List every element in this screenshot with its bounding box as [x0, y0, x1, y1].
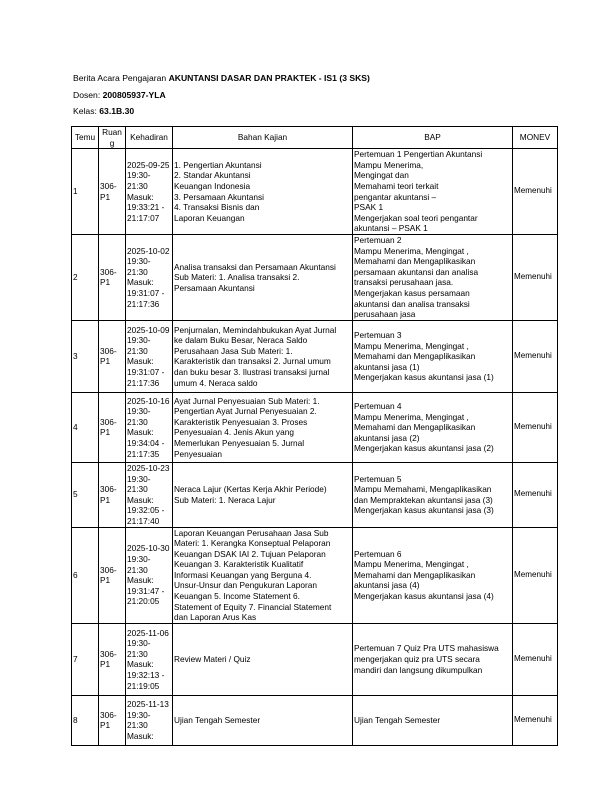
cell-bap-line: Mengerjakan kasus akuntansi jasa (2) [354, 443, 494, 454]
col-header-bap: BAP [353, 127, 513, 149]
cell-bahan-kajian-line: Persamaan Akuntansi [174, 282, 255, 293]
table-row [72, 695, 558, 745]
cell-bap-line: dan Mempraktekan akuntansi jasa (3) [354, 494, 493, 505]
cell-bap-line: Pertemuan 1 Pengertian Akuntansi [354, 149, 483, 160]
cell-kehadiran-line: 19:33:21 - [127, 202, 165, 213]
cell-kehadiran-line: 21:17:36 [127, 298, 160, 309]
cell-bahan-kajian-line: Penjurnalan, Memindahbukukan Ayat Jurnal [174, 324, 337, 335]
cell-monev: Memenuhi [513, 149, 558, 235]
cell-bahan-kajian-line: Karakteristik Penyesuaian 3. Proses [174, 416, 308, 427]
cell-ruang: 306-P1 [99, 392, 126, 462]
cell-kehadiran-line: 21:17:07 [127, 212, 160, 223]
cell-monev: Memenuhi [513, 623, 558, 695]
cell-bap [353, 149, 513, 235]
cell-bahan-kajian [173, 392, 353, 462]
cell-kehadiran-line: 19:30- [127, 709, 151, 720]
cell-bahan-kajian-line: Sub Materi: 1. Analisa transaksi 2. [174, 272, 300, 283]
table-head [72, 127, 558, 149]
cell-bap [353, 234, 513, 320]
cell-ruang: 306-P1 [99, 149, 126, 235]
cell-monev: Memenuhi [513, 462, 558, 527]
cell-kehadiran-line: 19:30- [127, 406, 151, 417]
cell-ruang: 306-P1 [99, 462, 126, 527]
cell-bahan-kajian [173, 695, 353, 745]
cell-kehadiran-line: 21:17:40 [127, 515, 160, 526]
cell-bahan-kajian-line: ke dalam Buku Besar, Neraca Saldo [174, 335, 308, 346]
cell-kehadiran-line: 21:17:36 [127, 377, 160, 388]
col-header-ruang: Ruang [99, 127, 126, 149]
cell-temu: 2 [72, 234, 99, 320]
cell-bahan-kajian-line: 1. Pengertian Akuntansi [174, 159, 262, 170]
cell-bap-line: akuntansi – PSAK 1 [354, 223, 428, 234]
cell-bahan-kajian-line: dan Laporan Arus Kas [174, 612, 257, 623]
cell-monev: Memenuhi [513, 695, 558, 745]
cell-bap [353, 392, 513, 462]
cell-bahan-kajian [173, 234, 353, 320]
cell-temu: 1 [72, 149, 99, 235]
cell-monev: Memenuhi [513, 392, 558, 462]
cell-bahan-kajian-line: 3. Persamaan Akuntansi [174, 191, 264, 202]
table-row [72, 234, 558, 320]
table-row [72, 149, 558, 235]
cell-kehadiran-line: 2025-09-25 [127, 159, 170, 170]
cell-kehadiran-line: Masuk: [127, 277, 154, 288]
cell-bahan-kajian-line: Analisa transaksi dan Persamaan Akuntansi [174, 261, 336, 272]
cell-kehadiran-line: 21:30 [127, 564, 148, 575]
cell-bap [353, 695, 513, 745]
cell-kehadiran [126, 320, 173, 392]
cell-kehadiran-line: Masuk: [127, 356, 154, 367]
cell-kehadiran [126, 462, 173, 527]
col-header-bahan-kajian: Bahan Kajian [173, 127, 353, 149]
cell-kehadiran-line: 19:30- [127, 170, 151, 181]
cell-temu: 3 [72, 320, 99, 392]
cell-bahan-kajian-line: Review Materi / Quiz [174, 654, 251, 665]
cell-bap-line: Mengerjakan soal teori pengantar [354, 212, 478, 223]
cell-bap-line: Pertemuan 7 Quiz Pra UTS mahasiswa [354, 643, 499, 654]
cell-bahan-kajian-line: Memerlukan Penyesuaian 5. Jurnal [174, 438, 305, 449]
cell-bap-line: Pertemuan 5 [354, 473, 402, 484]
table-row [72, 623, 558, 695]
header-row [72, 127, 558, 149]
cell-bap [353, 320, 513, 392]
cell-kehadiran-line: Masuk: [127, 659, 154, 670]
cell-bahan-kajian-line: Karakteristik dan transaksi 2. Jurnal umum [174, 356, 331, 367]
cell-bahan-kajian-line: Laporan Keuangan Perusahaan Jasa Sub [174, 527, 329, 538]
cell-kehadiran-line: 19:30- [127, 638, 151, 649]
cell-bap-line: Memahami dan Mengaplikasikan [354, 256, 476, 267]
cell-kehadiran-line: 2025-10-02 [127, 245, 170, 256]
cell-kehadiran-line: 19:34:04 - [127, 438, 165, 449]
cell-bap-line: akuntansi jasa (1) [354, 361, 420, 372]
kelas-value: 63.1B.30 [99, 106, 135, 116]
cell-bap-line: Pertemuan 4 [354, 400, 402, 411]
cell-kehadiran-line: 19:31:07 - [127, 288, 165, 299]
cell-kehadiran-line: 21:30 [127, 266, 148, 277]
cell-bahan-kajian-line: Penyesuaian [174, 448, 222, 459]
cell-bahan-kajian [173, 527, 353, 623]
cell-kehadiran-line: 2025-10-23 [127, 462, 170, 473]
cell-kehadiran-line: 21:30 [127, 416, 148, 427]
cell-kehadiran-line: 2025-10-16 [127, 395, 170, 406]
cell-bahan-kajian-line: umum 4. Neraca saldo [174, 377, 258, 388]
cell-bap-line: Mengerjakan kasus persamaan [354, 288, 470, 299]
cell-kehadiran-line: 19:30- [127, 256, 151, 267]
cell-bahan-kajian-line: 2. Standar Akuntansi [174, 170, 251, 181]
cell-bahan-kajian [173, 462, 353, 527]
cell-bap-line: mandiri dan langsung dikumpulkan [354, 664, 483, 675]
cell-kehadiran-line: 2025-10-30 [127, 543, 170, 554]
cell-kehadiran-line: 21:19:05 [127, 680, 160, 691]
table-body [72, 149, 558, 746]
cell-kehadiran [126, 527, 173, 623]
cell-bap-line: Ujian Tengah Semester [354, 715, 441, 726]
cell-bap-line: Mengerjakan kasus akuntansi jasa (1) [354, 372, 494, 383]
table-row [72, 462, 558, 527]
cell-bahan-kajian-line: Statement of Equity 7. Financial Statement [174, 601, 332, 612]
cell-bap-line: pengantar akuntansi – [354, 191, 437, 202]
cell-bahan-kajian-line: Laporan Keuangan [174, 212, 245, 223]
cell-kehadiran-line: 2025-11-13 [127, 699, 169, 710]
cell-bap-line: Memahami dan Mengaplikasikan [354, 422, 476, 433]
header-title-line [73, 70, 573, 87]
table-row [72, 392, 558, 462]
cell-kehadiran-line: 19:30- [127, 553, 151, 564]
cell-bap-line: Mengingat dan [354, 170, 409, 181]
cell-kehadiran-line: 19:31:47 - [127, 585, 165, 596]
cell-bahan-kajian-line: Ujian Tengah Semester [174, 715, 261, 726]
cell-temu: 4 [72, 392, 99, 462]
cell-bahan-kajian-line: Keuangan 3. Karakteristik Kualitatif [174, 559, 304, 570]
cell-kehadiran-line: 21:17:35 [127, 448, 160, 459]
cell-bap-line: transaksi perusahaan jasa. [354, 277, 454, 288]
cell-bahan-kajian-line: Informasi Keuangan yang Berguna 4. [174, 569, 312, 580]
cell-kehadiran-line: Masuk: [127, 575, 154, 586]
table-row [72, 527, 558, 623]
cell-bahan-kajian [173, 623, 353, 695]
cell-bahan-kajian-line: 4. Transaksi Bisnis dan [174, 202, 260, 213]
cell-bap-line: Mampu Memahami, Mengaplikasikan [354, 484, 492, 495]
cell-bap-line: Pertemuan 3 [354, 329, 402, 340]
cell-kehadiran-line: 21:30 [127, 720, 148, 731]
cell-kehadiran-line: 21:30 [127, 180, 148, 191]
cell-monev: Memenuhi [513, 527, 558, 623]
cell-bap-line: Pertemuan 6 [354, 548, 402, 559]
cell-bap-line: Memahami dan Mengaplikasikan [354, 351, 476, 362]
cell-temu: 5 [72, 462, 99, 527]
cell-bap-line: Mampu Menerima, Mengingat , [354, 340, 469, 351]
cell-kehadiran-line: 2025-10-09 [127, 324, 170, 335]
cell-bap-line: Mampu Menerima, Mengingat , [354, 245, 469, 256]
cell-kehadiran-line: 19:32:13 - [127, 669, 165, 680]
cell-ruang: 306-P1 [99, 527, 126, 623]
cell-bahan-kajian-line: Perusahaan Jasa Sub Materi: 1. [174, 345, 293, 356]
cell-kehadiran-line: Masuk: [127, 427, 154, 438]
cell-kehadiran-line: 19:30- [127, 473, 151, 484]
header-dosen-line [73, 87, 573, 104]
cell-ruang: 306-P1 [99, 695, 126, 745]
cell-bap-line: akuntansi jasa (4) [354, 580, 420, 591]
cell-kehadiran-line: 21:30 [127, 484, 148, 495]
cell-bap-line: perusahaan jasa [354, 309, 416, 320]
cell-bap-line: Mampu Menerima, Mengingat , [354, 411, 469, 422]
cell-bap-line: Memahami dan Mengaplikasikan [354, 569, 476, 580]
header-title-prefix: Berita Acara Pengajaran [73, 73, 167, 83]
cell-kehadiran-line: 21:30 [127, 648, 148, 659]
header-kelas-line [73, 103, 573, 120]
cell-kehadiran-line: 21:20:05 [127, 596, 160, 607]
cell-bahan-kajian-line: Ayat Jurnal Penyesuaian Sub Materi: 1. [174, 395, 320, 406]
cell-bahan-kajian-line: Materi: 1. Kerangka Konseptual Pelaporan [174, 538, 331, 549]
cell-bap [353, 623, 513, 695]
cell-bap-line: PSAK 1 [354, 202, 384, 213]
cell-kehadiran [126, 149, 173, 235]
cell-kehadiran [126, 234, 173, 320]
cell-kehadiran-line: 21:30 [127, 345, 148, 356]
kelas-label: Kelas: [73, 106, 97, 116]
cell-bap-line: Mengerjakan kasus akuntansi jasa (3) [354, 505, 494, 516]
cell-bap-line: Pertemuan 2 [354, 235, 402, 246]
cell-monev: Memenuhi [513, 320, 558, 392]
cell-bap-line: akuntansi dan analisa transaksi [354, 298, 470, 309]
cell-ruang: 306-P1 [99, 234, 126, 320]
cell-kehadiran-line: 19:30- [127, 335, 151, 346]
table-row [72, 320, 558, 392]
col-header-temu: Temu [72, 127, 99, 149]
cell-bahan-kajian-line: Sub Materi: 1. Neraca Lajur [174, 494, 276, 505]
cell-kehadiran [126, 623, 173, 695]
cell-bap-line: Mampu Menerima, [354, 159, 424, 170]
dosen-value: 200805937-YLA [102, 89, 166, 100]
cell-kehadiran-line: Masuk: [127, 730, 154, 741]
cell-temu: 6 [72, 527, 99, 623]
cell-bahan-kajian-line: Unsur-Unsur dan Pengukuran Laporan [174, 580, 317, 591]
cell-monev: Memenuhi [513, 234, 558, 320]
cell-kehadiran [126, 392, 173, 462]
cell-kehadiran-line: 2025-11-06 [127, 627, 169, 638]
cell-ruang: 306-P1 [99, 320, 126, 392]
dosen-label: Dosen: [73, 89, 101, 100]
cell-temu: 8 [72, 695, 99, 745]
cell-bap-line: Mengerjakan kasus akuntansi jasa (4) [354, 591, 494, 602]
col-header-kehadiran: Kehadiran [126, 127, 173, 149]
cell-bap-line: Mampu Menerima, Mengingat , [354, 559, 469, 570]
cell-bahan-kajian-line: Neraca Lajur (Kertas Kerja Akhir Periode) [174, 484, 327, 495]
cell-bahan-kajian-line: Keuangan 5. Income Statement 6. [174, 591, 300, 602]
cell-bap-line: akuntansi jasa (2) [354, 432, 420, 443]
cell-bahan-kajian-line: Keuangan DSAK IAI 2. Tujuan Pelaporan [174, 548, 326, 559]
cell-bahan-kajian-line: Keuangan Indonesia [174, 180, 251, 191]
cell-bahan-kajian [173, 320, 353, 392]
cell-bap [353, 527, 513, 623]
cell-bap-line: Memahami teori terkait [354, 180, 439, 191]
document-header [73, 70, 573, 120]
cell-bahan-kajian [173, 149, 353, 235]
cell-bap-line: persamaan akuntansi dan analisa [354, 266, 479, 277]
cell-bahan-kajian-line: dan buku besar 3. Ilustrasi transaksi jurnal [174, 367, 330, 378]
cell-kehadiran-line: 19:31:07 - [127, 367, 165, 378]
cell-bap [353, 462, 513, 527]
cell-kehadiran [126, 695, 173, 745]
col-header-monev: MONEV [513, 127, 558, 149]
cell-bahan-kajian-line: Pengertian Ayat Jurnal Penyesuaian 2. [174, 406, 317, 417]
cell-temu: 7 [72, 623, 99, 695]
cell-bahan-kajian-line: Penyesuaian 4. Jenis Akun yang [174, 427, 294, 438]
cell-kehadiran-line: 19:32:05 - [127, 505, 165, 516]
cell-kehadiran-line: Masuk: [127, 191, 154, 202]
cell-ruang: 306-P1 [99, 623, 126, 695]
cell-bap-line: mengerjakan quiz pra UTS secara [354, 654, 480, 665]
attendance-table [71, 126, 558, 746]
course-name: AKUNTANSI DASAR DAN PRAKTEK - IS1 (3 SKS) [168, 73, 370, 83]
cell-kehadiran-line: Masuk: [127, 494, 154, 505]
